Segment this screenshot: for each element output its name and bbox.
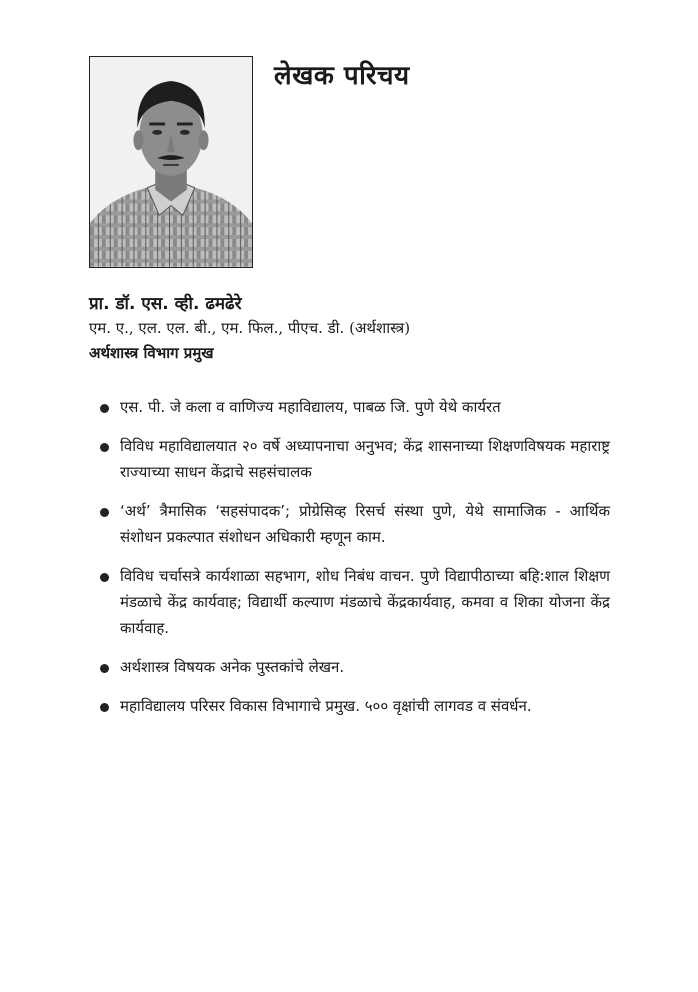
portrait-illustration xyxy=(90,57,252,267)
list-item-text: एस. पी. जे कला व वाणिज्य महाविद्यालय, पाबळ जि. पुणे येथे कार्यरत xyxy=(120,398,501,416)
bullet-icon xyxy=(100,573,109,582)
page-title: लेखक परिचय xyxy=(274,61,410,91)
list-item xyxy=(100,498,610,550)
list-item-text: विविध महाविद्यालयात २० वर्षे अध्यापनाचा अनुभव; केंद्र शासनाच्या शिक्षणविषयक महाराष्ट्र राज्याच्या साधन केंद्राचे सहसंचालक xyxy=(120,437,610,481)
list-item xyxy=(100,563,610,641)
author-photo xyxy=(89,56,253,268)
bullet-icon xyxy=(100,404,109,413)
author-name: प्रा. डॉ. एस. व्ही. ढमढेरे xyxy=(89,294,242,314)
profile-bullet-list xyxy=(100,394,610,732)
bullet-icon xyxy=(100,443,109,452)
list-item-text: ‘अर्थ’ त्रैमासिक ‘सहसंपादक’; प्रोग्रेसिव्ह रिसर्च संस्था पुणे, येथे सामाजिक - आर्थिक संशोधन प्रकल्पात संशोधन अधिकारी म्हणून काम. xyxy=(120,502,610,546)
author-degrees: एम. ए., एल. एल. बी., एम. फिल., पीएच. डी. (अर्थशास्त्र) xyxy=(89,319,411,337)
list-item-text: अर्थशास्त्र विषयक अनेक पुस्तकांचे लेखन. xyxy=(120,658,345,676)
list-item-text: महाविद्यालय परिसर विकास विभागाचे प्रमुख. ५०० वृक्षांची लागवड व संवर्धन. xyxy=(120,697,532,715)
list-item xyxy=(100,654,610,680)
list-item xyxy=(100,693,610,719)
list-item xyxy=(100,433,610,485)
list-item-text: विविध चर्चासत्रे कार्यशाळा सहभाग, शोध निबंध वाचन. पुणे विद्यापीठाच्या बहि:शाल शिक्षण मंडळाचे केंद्र कार्यवाह; विद्यार्थी कल्याण मंडळाचे केंद्रकार्यवाह, कमवा व शिका योजना केंद्र कार्यवाह. xyxy=(120,567,610,637)
bullet-icon xyxy=(100,664,109,673)
bullet-icon xyxy=(100,703,109,712)
author-role: अर्थशास्त्र विभाग प्रमुख xyxy=(89,344,214,362)
list-item xyxy=(100,394,610,420)
bullet-icon xyxy=(100,508,109,517)
